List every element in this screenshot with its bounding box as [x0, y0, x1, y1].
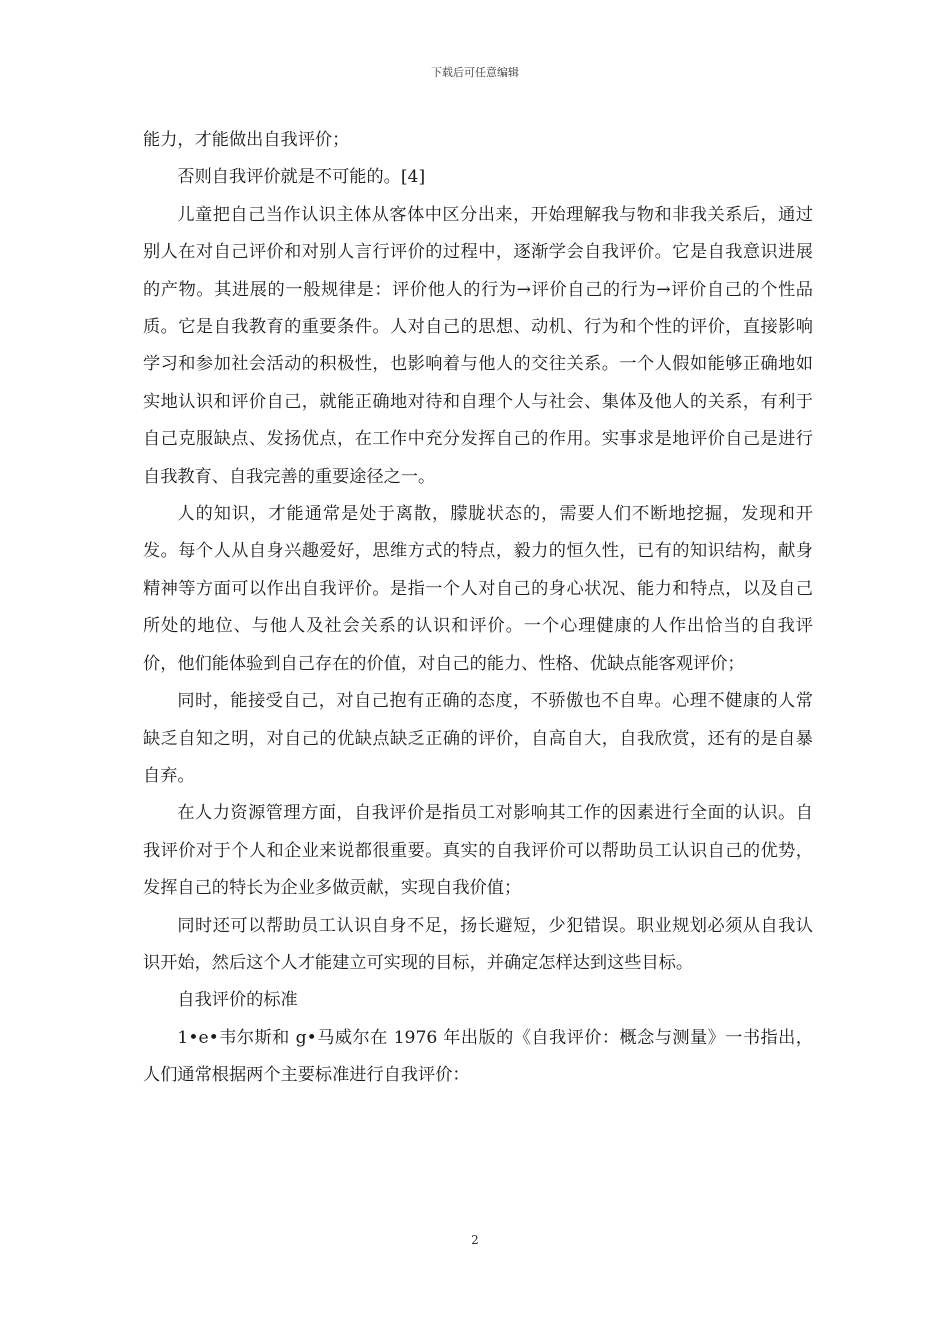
- paragraph: 儿童把自己当作认识主体从客体中区分出来，开始理解我与物和非我关系后，通过别人在对自己评价和对别人言行评价的过程中，逐渐学会自我评价。它是自我意识进展的产物。其进展的一般规律是：评价他人的行为→评价自己的行为→评价自己的个性品质。它是自我教育的重要条件。人对自己的思想、动机、行为和个性的评价，直接影响学习和参加社会活动的积极性，也影响着与他人的交往关系。一个人假如能够正确地如实地认识和评价自己，就能正确地对待和自理个人与社会、集体及他人的关系，有利于自己克服缺点、发扬优点，在工作中充分发挥自己的作用。实事求是地评价自己是进行自我教育、自我完善的重要途径之一。: [143, 204, 813, 487]
- paragraph: 否则自我评价就是不可能的。[4]: [177, 167, 426, 188]
- paragraph: 在人力资源管理方面，自我评价是指员工对影响其工作的因素进行全面的认识。自我评价对于个人和企业来说都很重要。真实的自我评价可以帮助员工认识自己的优势，发挥自己的特长为企业多做贡献，实现自我价值；: [143, 803, 813, 899]
- paragraph: 人的知识，才能通常是处于离散，朦胧状态的，需要人们不断地挖掘，发现和开发。每个人从自身兴趣爱好，思维方式的特点，毅力的恒久性，已有的知识结构，献身精神等方面可以作出自我评价。是指一个人对自己的身心状况、能力和特点，以及自己所处的地位、与他人及社会关系的认识和评价。一个心理健康的人作出恰当的自我评价，他们能体验到自己存在的价值，对自己的能力、性格、优缺点能客观评价；: [143, 504, 813, 674]
- section-heading: 自我评价的标准: [177, 990, 298, 1011]
- paragraph: 同时还可以帮助员工认识自身不足，扬长避短，少犯错误。职业规划必须从自我认识开始，然后这个人才能建立可实现的目标，并确定怎样达到这些目标。: [143, 915, 813, 973]
- paragraph: 1•e•韦尔斯和 g•马威尔在 1976 年出版的《自我评价：概念与测量》一书指出，人们通常根据两个主要标准进行自我评价：: [143, 1027, 813, 1086]
- paragraph: 同时，能接受自己，对自己抱有正确的态度，不骄傲也不自卑。心理不健康的人常缺乏自知之明，对自己的优缺点缺乏正确的评价，自高自大，自我欣赏，还有的是自暴自弃。: [143, 691, 813, 786]
- paragraph: 能力，才能做出自我评价；: [143, 130, 350, 150]
- page-header: 下载后可任意编辑: [431, 66, 519, 79]
- document-body: [143, 122, 813, 1095]
- page-number: 2: [471, 1233, 479, 1247]
